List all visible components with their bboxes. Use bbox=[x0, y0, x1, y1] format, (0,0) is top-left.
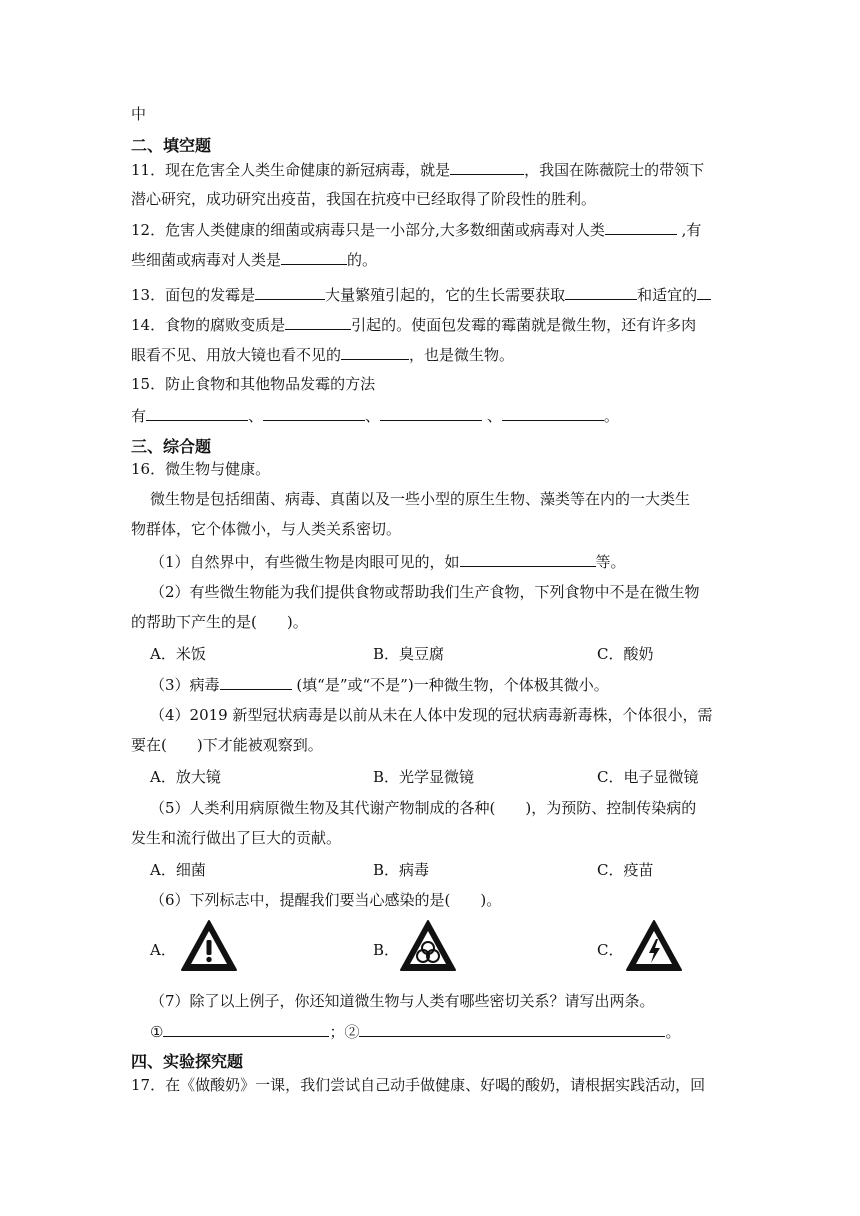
question-16-intro-1: 微生物是包括细菌、病毒、真菌以及一些小型的原生生物、藻类等在内的一大类生 bbox=[150, 490, 691, 508]
answer-blank[interactable] bbox=[359, 1021, 665, 1037]
question-16-part-2-line-1: （2）有些微生物能为我们提供食物或帮助我们生产食物，下列食物中不是在微生物 bbox=[150, 583, 700, 601]
answer-blank[interactable] bbox=[605, 219, 677, 235]
exclamation-warning-icon[interactable] bbox=[180, 918, 238, 974]
option-b[interactable]: B． bbox=[373, 941, 400, 959]
question-12-line-2: 些细菌或病毒对人类是 的。 bbox=[131, 251, 378, 269]
option-c[interactable]: C．电子显微镜 bbox=[597, 768, 699, 786]
question-16-part-7: （7）除了以上例子，你还知道微生物与人类有哪些密切关系？请写出两条。 bbox=[150, 992, 655, 1010]
answer-blank[interactable] bbox=[697, 284, 711, 300]
answer-blank[interactable] bbox=[281, 249, 347, 265]
question-15-line-2: 有 、 、 、 。 bbox=[131, 407, 619, 425]
question-16-part-3: （3）病毒 (填“是”或“不是”)一种微生物，个体极其微小。 bbox=[150, 676, 609, 694]
question-11-line-1: 11．现在危害全人类生命健康的新冠病毒，就是 ，我国在陈薇院士的带领下 bbox=[131, 161, 705, 179]
answer-blank[interactable] bbox=[380, 405, 482, 421]
question-16-part-6: （6）下列标志中，提醒我们要当心感染的是( )。 bbox=[150, 891, 502, 909]
question-14-line-2: 眼看不见、用放大镜也看不见的 ，也是微生物。 bbox=[131, 346, 515, 364]
question-16-title: 16．微生物与健康。 bbox=[131, 460, 271, 478]
question-16-part-1: （1）自然界中，有些微生物是肉眼可见的，如 等。 bbox=[150, 553, 626, 571]
question-15-line-1: 15．防止食物和其他物品发霉的方法 bbox=[131, 375, 376, 393]
option-b[interactable]: B．光学显微镜 bbox=[373, 768, 475, 786]
option-a[interactable]: A．放大镜 bbox=[150, 768, 221, 786]
option-a[interactable]: A． bbox=[150, 941, 176, 959]
answer-blank[interactable] bbox=[285, 314, 351, 330]
top-fragment: 中 bbox=[131, 105, 147, 123]
answer-blank[interactable] bbox=[502, 405, 604, 421]
option-c[interactable]: C． bbox=[597, 941, 624, 959]
answer-blank[interactable] bbox=[263, 405, 365, 421]
question-12-line-1: 12．危害人类健康的细菌或病毒只是一小部分,大多数细菌或病毒对人类 ,有 bbox=[131, 221, 702, 239]
answer-blank[interactable] bbox=[146, 405, 248, 421]
question-16-part-5-line-2: 发生和流行做出了巨大的贡献。 bbox=[131, 829, 342, 847]
answer-blank[interactable] bbox=[255, 284, 325, 300]
question-16-part-7-answers: ① ；② 。 bbox=[150, 1023, 681, 1041]
question-13: 13．面包的发霉是 大量繁殖引起的，它的生长需要获取 和适宜的 bbox=[131, 284, 711, 305]
answer-blank[interactable] bbox=[163, 1021, 329, 1037]
option-a[interactable]: A．细菌 bbox=[150, 861, 206, 879]
question-16-intro-2: 物群体，它个体微小，与人类关系密切。 bbox=[131, 520, 402, 538]
question-16-part-2-line-2: 的帮助下产生的是( )。 bbox=[131, 613, 308, 631]
section-heading-experiment: 四、实验探究题 bbox=[131, 1052, 244, 1071]
option-c[interactable]: C．疫苗 bbox=[597, 861, 654, 879]
question-11-line-2: 潜心研究，成功研究出疫苗，我国在抗疫中已经取得了阶段性的胜利。 bbox=[131, 190, 597, 208]
section-heading-fill: 二、填空题 bbox=[131, 136, 212, 155]
option-b[interactable]: B．病毒 bbox=[373, 861, 430, 879]
question-16-part-4-line-1: （4）2019 新型冠状病毒是以前从未在人体中发现的冠状病毒新毒株，个体很小，需 bbox=[150, 706, 713, 724]
option-a[interactable]: A．米饭 bbox=[150, 645, 206, 663]
answer-blank[interactable] bbox=[565, 284, 637, 300]
answer-blank[interactable] bbox=[341, 344, 409, 360]
section-heading-comprehensive: 三、综合题 bbox=[131, 437, 212, 456]
option-c[interactable]: C．酸奶 bbox=[597, 645, 654, 663]
question-14-line-1: 14．食物的腐败变质是 引起的。使面包发霉的霉菌就是微生物，还有许多肉 bbox=[131, 316, 697, 334]
answer-blank[interactable] bbox=[450, 159, 524, 175]
question-17: 17．在《做酸奶》一课，我们尝试自己动手做健康、好喝的酸奶，请根据实践活动，回 bbox=[131, 1076, 706, 1094]
answer-blank[interactable] bbox=[460, 551, 596, 567]
option-b[interactable]: B．臭豆腐 bbox=[373, 645, 445, 663]
electric-shock-warning-icon[interactable] bbox=[625, 918, 683, 974]
question-16-part-5-line-1: （5）人类利用病原微生物及其代谢产物制成的各种( )，为预防、控制传染病的 bbox=[150, 799, 697, 817]
question-16-part-4-line-2: 要在( )下才能被观察到。 bbox=[131, 736, 323, 754]
answer-blank[interactable] bbox=[220, 674, 292, 690]
biohazard-warning-icon[interactable] bbox=[399, 918, 457, 974]
